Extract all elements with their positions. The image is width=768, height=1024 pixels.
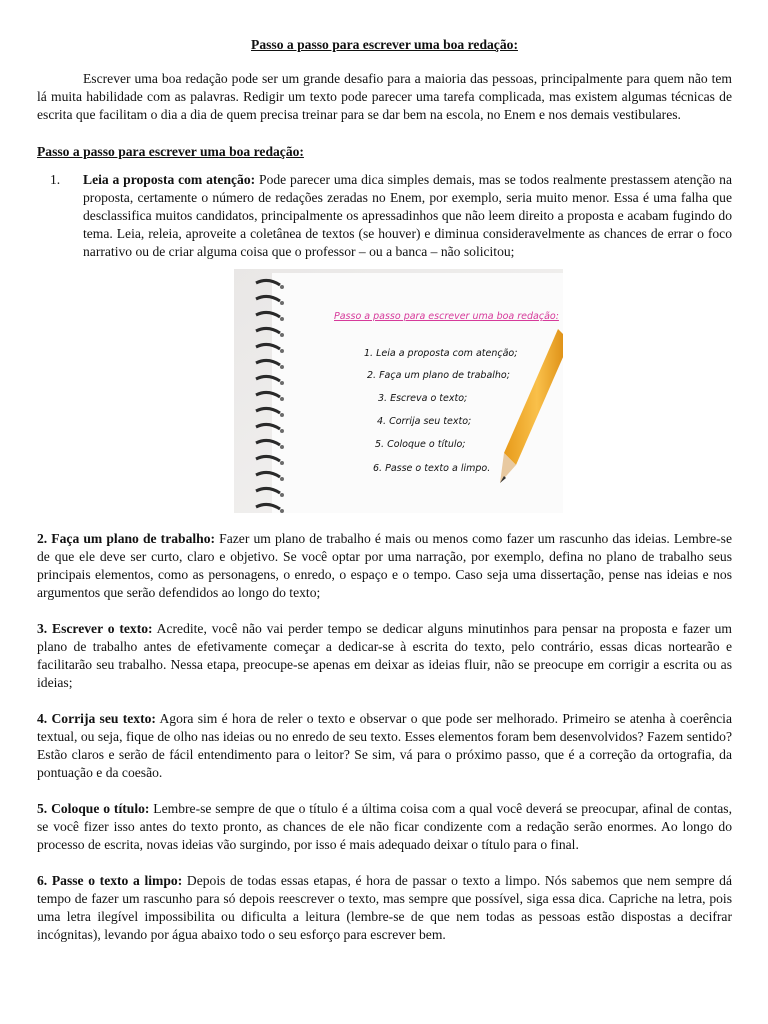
step-1-label: Leia a proposta com atenção: [83,172,256,187]
step-2 [37,530,732,602]
step-4-text: Agora sim é hora de reler o texto e observar o que pode ser melhorado. Primeiro se atenha à coerência textual, ou seja, fique de olho nas ideias ou no enredo de seu texto. Esses elementos foram bem desenvolvidos? Fazem sentido? Estão claros e serão de fácil entendimento para o leitor? Se sim, vá para o próximo passo, que é a correção da ortografia, da pontuação e da coesão. [37,711,732,780]
step-4-label: 4. Corrija seu texto: [37,711,156,726]
notebook-heading: Passo a passo para escrever uma boa redação: [334,311,559,322]
notebook-image [234,269,563,513]
step-2-label: 2. Faça um plano de trabalho: [37,531,216,546]
step-3 [37,620,732,692]
step-1-text: Pode parecer uma dica simples demais, mas se todos realmente prestassem atenção na proposta, certamente o número de redações zeradas no Enem, por exemplo, seria muito menor. Essa é uma falha que desclassifica muitos candidatos, principalmente os apressadinhos que não leem direito a proposta e acabam fugindo do tema. Leia, releia, aproveite a coletânea de textos (se houver) e diminua consideravelmente as chances de errar o foco narrativo ou de criar alguma coisa que o professor – ou a banca – não solicitou; [83,172,732,259]
notebook-item-1: 1. Leia a proposta com atenção; [364,348,518,359]
notebook-item-4: 4. Corrija seu texto; [377,416,472,427]
step-6 [37,872,732,944]
step-6-text: Depois de todas essas etapas, é hora de passar o texto a limpo. Nós sabemos que nem sempre dá tempo de fazer um rascunho para só depois reescrever o texto, mas sempre que possível, siga essa dica. Capriche na letra, pois uma letra ilegível impossibilita ou dificulta a leitura (lembre-se de que nem todas as pessoas estão dispostas a decifrar incógnitas), levando por água abaixo todo o seu esforço para escrever bem. [37,873,732,942]
notebook-item-3: 3. Escreva o texto; [378,393,468,404]
notebook-item-2: 2. Faça um plano de trabalho; [367,370,510,381]
step-5-text: Lembre-se sempre de que o título é a última coisa com a qual você deverá se preocupar, afinal de contas, se você fizer isso antes do texto pronto, as chances de ele não ficar condizente com a redação serão enormes. Ao longo do processo de escrita, novas ideias vão surgindo, por isso é mais adequado deixar o título para o final. [37,801,732,852]
document-title: Passo a passo para escrever uma boa redação: [251,37,518,52]
step-2-text: Fazer um plano de trabalho é mais ou menos como fazer um rascunho das ideias. Lembre-se de que ele deve ser curto, claro e objetivo. Se você optar por uma narração, por exemplo, defina no plano de trabalho seus principais elementos, como as personagens, o enredo, o espaço e o tempo. Caso seja uma dissertação, pense nas ideias e nos argumentos que serão defendidos ao longo do texto; [37,531,732,600]
notebook-item-5: 5. Coloque o título; [375,439,466,450]
step-3-text: Acredite, você não vai perder tempo se dedicar alguns minutinhos para pensar na proposta e fazer um plano de trabalho antes de efetivamente começar a dedicar-se à escrita do texto, pelo contrário, essas dicas nortearão e facilitarão seu trabalho. Nessa etapa, preocupe-se apenas em deixar as ideias fluir, não se preocupe em corrigir a escrita ou as ideias; [37,621,732,690]
step-4 [37,710,732,782]
step-5-label: 5. Coloque o título: [37,801,150,816]
intro-paragraph: Escrever uma boa redação pode ser um grande desafio para a maioria das pessoas, principalmente para quem não tem lá muita habilidade com as palavras. Redigir um texto pode parecer uma tarefa complicada, mas existem algumas técnicas de escrita que facilitam o dia a dia de quem precisa treinar para se dar bem na escola, no Enem e nos demais vestibulares. [37,71,732,122]
step-3-label: 3. Escrever o texto: [37,621,153,636]
step-1 [37,171,732,261]
section-subtitle: Passo a passo para escrever uma boa redação: [37,144,304,159]
step-6-label: 6. Passe o texto a limpo: [37,873,183,888]
step-1-number: 1. [50,172,61,187]
notebook-item-6: 6. Passe o texto a limpo. [373,463,491,474]
step-5 [37,800,732,854]
